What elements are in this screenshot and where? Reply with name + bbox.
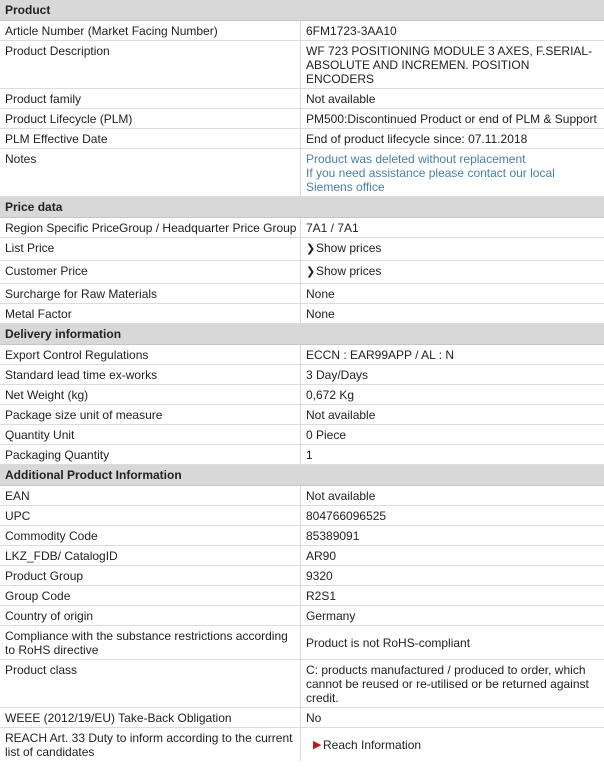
row-label: Product Description xyxy=(0,41,301,88)
row-label: WEEE (2012/19/EU) Take-Back Obligation xyxy=(0,708,301,727)
row-label: UPC xyxy=(0,506,301,525)
row-value: Not available xyxy=(306,408,376,422)
row-value xyxy=(301,626,604,659)
show-prices-label: Show prices xyxy=(316,264,382,278)
row-label: Metal Factor xyxy=(0,304,301,323)
table-row xyxy=(0,345,604,365)
table-row xyxy=(0,728,604,761)
row-value: 1 xyxy=(306,448,313,462)
row-value: WF 723 POSITIONING MODULE 3 AXES, F.SERIAL-ABSOLUTE AND INCREMEN. POSITION ENCODERS xyxy=(306,44,593,86)
row-label: Quantity Unit xyxy=(0,425,301,444)
row-value: C: products manufactured / produced to order, which cannot be reused or re-utilised or be returned against credit. xyxy=(306,663,589,705)
row-label: Product class xyxy=(0,660,301,707)
table-row xyxy=(0,445,604,465)
table-row xyxy=(0,41,604,89)
table-row xyxy=(0,660,604,708)
row-label: Commodity Code xyxy=(0,526,301,545)
row-label: Compliance with the substance restrictions according to RoHS directive xyxy=(0,626,301,659)
row-value: End of product lifecycle since: 07.11.2018 xyxy=(306,132,528,146)
row-label: Group Code xyxy=(0,586,301,605)
row-value: Not available xyxy=(306,92,376,106)
row-label: Standard lead time ex-works xyxy=(0,365,301,384)
table-row xyxy=(0,626,604,660)
table-row xyxy=(0,606,604,626)
row-label: Packaging Quantity xyxy=(0,445,301,464)
notes-value xyxy=(301,149,604,196)
row-label: Region Specific PriceGroup / Headquarter Price Group xyxy=(0,218,301,237)
row-value: 9320 xyxy=(306,569,333,583)
row-label: Product Lifecycle (PLM) xyxy=(0,109,301,128)
table-row xyxy=(0,284,604,304)
table-row xyxy=(0,238,604,261)
deleted-notice-link[interactable]: Product was deleted without replacement xyxy=(306,152,526,166)
row-value: AR90 xyxy=(306,549,337,563)
row-value: 3 Day/Days xyxy=(306,368,369,382)
section-header-additional-product-information: Additional Product Information xyxy=(0,465,604,486)
table-row xyxy=(0,261,604,284)
show-prices-label: Show prices xyxy=(316,241,382,255)
table-row xyxy=(0,506,604,526)
rohs-status: Product is not RoHS-compliant xyxy=(306,636,471,650)
table-row xyxy=(0,526,604,546)
row-label: Country of origin xyxy=(0,606,301,625)
row-label: Article Number (Market Facing Number) xyxy=(0,21,301,40)
row-label: Notes xyxy=(0,149,301,196)
row-value: No xyxy=(306,711,322,725)
table-row xyxy=(0,385,604,405)
table-row xyxy=(0,586,604,606)
row-value: 85389091 xyxy=(306,529,360,543)
row-value: None xyxy=(306,307,335,321)
contact-siemens-link[interactable]: If you need assistance please contact our local Siemens office xyxy=(306,166,555,194)
reach-information-label: Reach Information xyxy=(323,738,422,752)
table-row xyxy=(0,708,604,728)
row-value: ECCN : EAR99APP / AL : N xyxy=(306,348,455,362)
table-row xyxy=(0,304,604,324)
table-row xyxy=(0,405,604,425)
table-row xyxy=(0,149,604,197)
table-row xyxy=(0,109,604,129)
row-value: 0 Piece xyxy=(306,428,347,442)
row-label: LKZ_FDB/ CatalogID xyxy=(0,546,301,565)
reach-information-link[interactable] xyxy=(301,728,604,761)
row-label: PLM Effective Date xyxy=(0,129,301,148)
table-row xyxy=(0,218,604,238)
row-value: R2S1 xyxy=(306,589,337,603)
customer-price-show-prices-link[interactable] xyxy=(301,261,604,283)
table-row xyxy=(0,365,604,385)
table-row xyxy=(0,546,604,566)
row-value: PM500:Discontinued Product or end of PLM & Support xyxy=(306,112,597,126)
section-header-product: Product xyxy=(0,0,604,21)
row-value: 7A1 / 7A1 xyxy=(306,221,359,235)
section-header-delivery-information: Delivery information xyxy=(0,324,604,345)
row-value: 6FM1723-3AA10 xyxy=(306,24,397,38)
row-label: Export Control Regulations xyxy=(0,345,301,364)
row-label: Net Weight (kg) xyxy=(0,385,301,404)
row-label: REACH Art. 33 Duty to inform according to the current list of candidates xyxy=(0,728,301,761)
table-row xyxy=(0,129,604,149)
row-value: 804766096525 xyxy=(306,509,387,523)
row-value: Not available xyxy=(306,489,376,503)
row-value: 0,672 Kg xyxy=(306,388,355,402)
row-label: Package size unit of measure xyxy=(0,405,301,424)
chevron-right-icon: ▶ xyxy=(313,739,322,751)
table-row xyxy=(0,21,604,41)
chevron-right-icon: ❯ xyxy=(306,266,316,278)
row-label: Product family xyxy=(0,89,301,108)
table-row xyxy=(0,486,604,506)
section-header-price-data: Price data xyxy=(0,197,604,218)
list-price-show-prices-link[interactable] xyxy=(301,238,604,260)
table-row xyxy=(0,425,604,445)
row-label: EAN xyxy=(0,486,301,505)
row-label: Customer Price xyxy=(0,261,301,283)
table-row xyxy=(0,566,604,586)
row-label: List Price xyxy=(0,238,301,260)
row-label: Product Group xyxy=(0,566,301,585)
chevron-right-icon: ❯ xyxy=(306,243,316,255)
row-label: Surcharge for Raw Materials xyxy=(0,284,301,303)
row-value: None xyxy=(306,287,335,301)
row-value: Germany xyxy=(306,609,356,623)
table-row xyxy=(0,89,604,109)
